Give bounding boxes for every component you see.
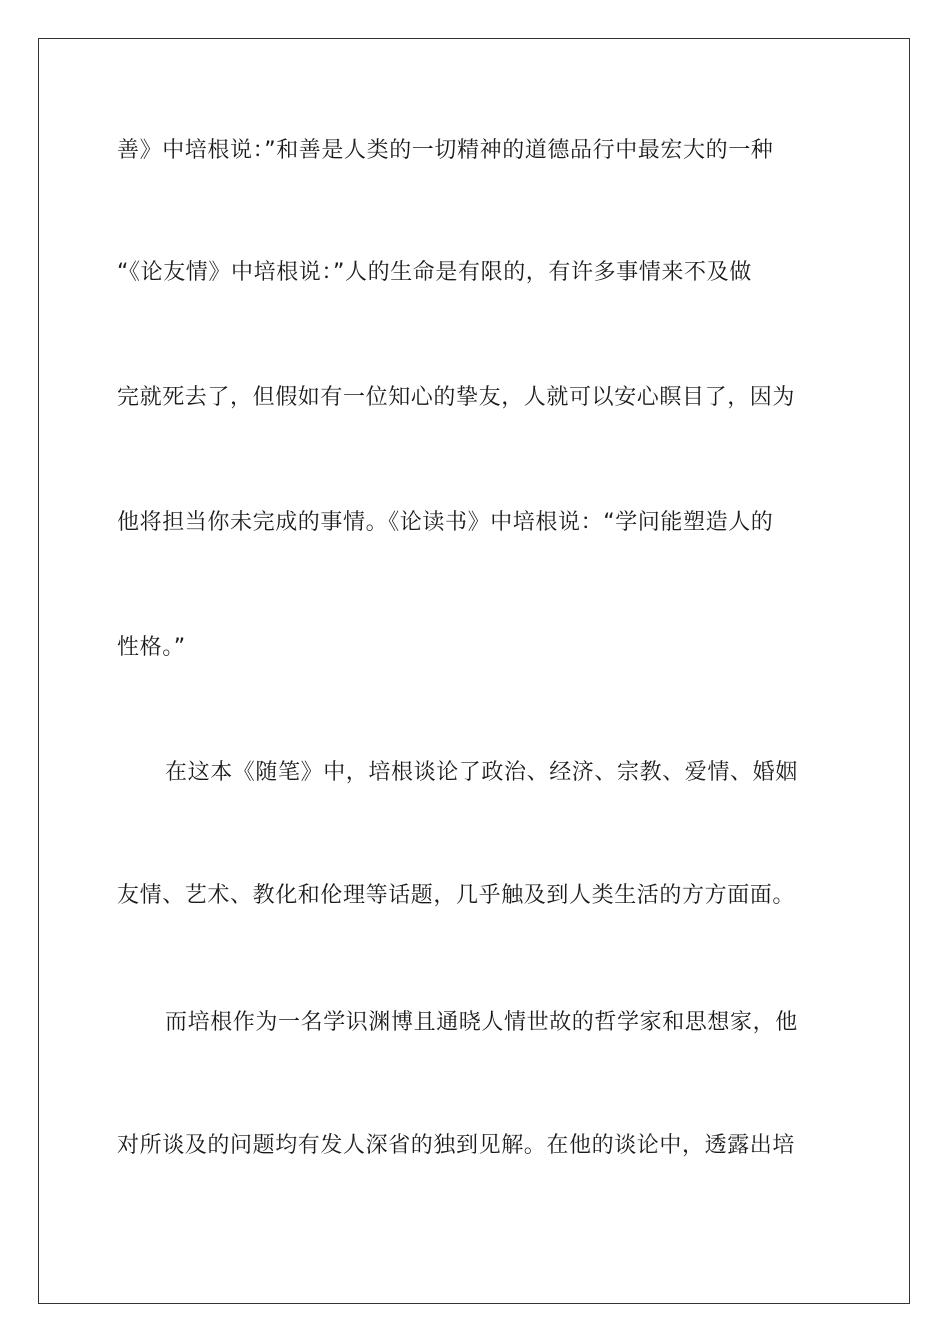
text-line-1: 善》中培根说：”和善是人类的一切精神的道德品行中最宏大的一种 bbox=[117, 138, 774, 163]
text-line-5: 性格。” bbox=[117, 635, 186, 660]
text-line-3: 完就死去了，但假如有一位知心的挚友，人就可以安心瞑目了，因为 bbox=[117, 385, 796, 410]
text-line-9: 对所谈及的问题均有发人深省的独到见解。在他的谈论中，透露出培 bbox=[117, 1133, 796, 1158]
page-border bbox=[38, 38, 910, 1304]
text-line-2: “《论友情》中培根说：”人的生命是有限的，有许多事情来不及做 bbox=[117, 260, 752, 285]
text-line-4: 他将担当你未完成的事情。《论读书》中培根说：“学问能塑造人的 bbox=[117, 510, 774, 535]
paragraph-line-8: 而培根作为一名学识渊博且通晓人情世故的哲学家和思想家，他 bbox=[165, 1010, 798, 1035]
paragraph-line-6: 在这本《随笔》中，培根谈论了政治、经济、宗教、爱情、婚姻 bbox=[165, 760, 798, 785]
text-line-7: 友情、艺术、教化和伦理等话题，几乎触及到人类生活的方方面面。 bbox=[117, 883, 796, 908]
